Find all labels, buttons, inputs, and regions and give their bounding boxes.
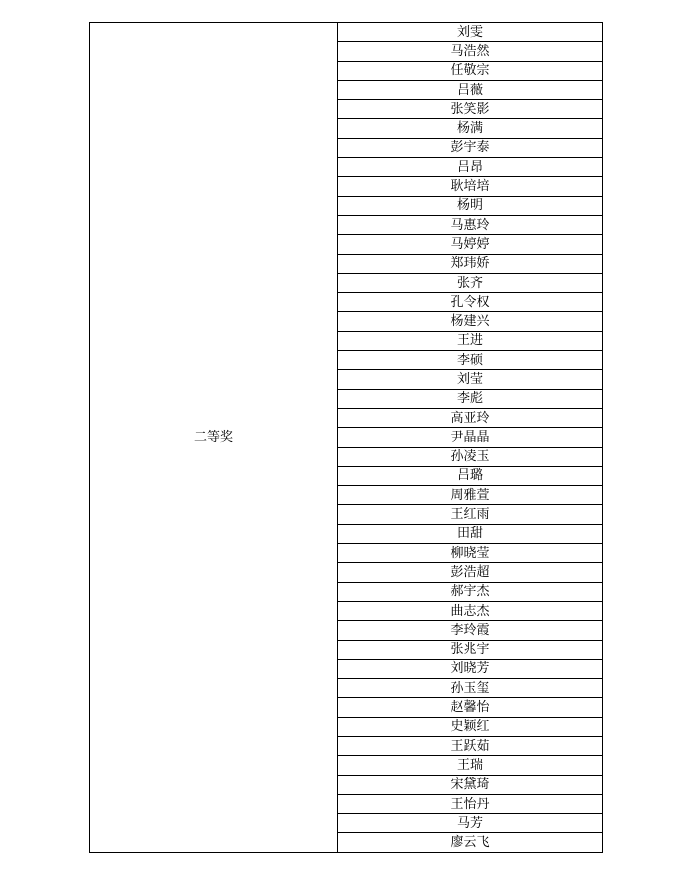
winner-name-cell: 王跃茹	[338, 736, 603, 755]
winner-name-cell: 刘晓芳	[338, 659, 603, 678]
winner-name-cell: 王瑞	[338, 756, 603, 775]
winner-name-cell: 王怡丹	[338, 794, 603, 813]
winner-name-cell: 耿培培	[338, 177, 603, 196]
winner-name-cell: 刘莹	[338, 370, 603, 389]
winner-name-cell: 曲志杰	[338, 601, 603, 620]
winner-name-cell: 史颖红	[338, 717, 603, 736]
winner-name-cell: 马浩然	[338, 42, 603, 61]
winner-name-cell: 李硕	[338, 351, 603, 370]
winner-name-cell: 刘雯	[338, 23, 603, 42]
winner-name-cell: 高亚玲	[338, 408, 603, 427]
table-row	[90, 23, 603, 42]
winner-name-cell: 李彪	[338, 389, 603, 408]
winner-name-cell: 柳晓莹	[338, 544, 603, 563]
winner-name-cell: 马婷婷	[338, 235, 603, 254]
award-table-body	[90, 23, 603, 853]
winner-name-cell: 赵馨怡	[338, 698, 603, 717]
winner-name-cell: 宋黛琦	[338, 775, 603, 794]
winner-name-cell: 张笑影	[338, 100, 603, 119]
winner-name-cell: 吕璐	[338, 466, 603, 485]
award-list-table	[89, 22, 603, 853]
winner-name-cell: 吕薇	[338, 80, 603, 99]
winner-name-cell: 张齐	[338, 273, 603, 292]
award-category-cell: 二等奖	[90, 23, 338, 853]
winner-name-cell: 郝宇杰	[338, 582, 603, 601]
winner-name-cell: 郑玮娇	[338, 254, 603, 273]
winner-name-cell: 任敬宗	[338, 61, 603, 80]
winner-name-cell: 彭宇泰	[338, 138, 603, 157]
winner-name-cell: 杨明	[338, 196, 603, 215]
winner-name-cell: 王红雨	[338, 505, 603, 524]
winner-name-cell: 马芳	[338, 814, 603, 833]
winner-name-cell: 张兆宇	[338, 640, 603, 659]
winner-name-cell: 吕昂	[338, 158, 603, 177]
winner-name-cell: 廖云飞	[338, 833, 603, 853]
winner-name-cell: 孙凌玉	[338, 447, 603, 466]
winner-name-cell: 杨建兴	[338, 312, 603, 331]
winner-name-cell: 田甜	[338, 524, 603, 543]
winner-name-cell: 周雅萱	[338, 486, 603, 505]
winner-name-cell: 马惠玲	[338, 215, 603, 234]
winner-name-cell: 王进	[338, 331, 603, 350]
winner-name-cell: 杨满	[338, 119, 603, 138]
winner-name-cell: 尹晶晶	[338, 428, 603, 447]
winner-name-cell: 李玲霞	[338, 621, 603, 640]
winner-name-cell: 彭浩超	[338, 563, 603, 582]
winner-name-cell: 孙玉玺	[338, 679, 603, 698]
winner-name-cell: 孔令权	[338, 293, 603, 312]
